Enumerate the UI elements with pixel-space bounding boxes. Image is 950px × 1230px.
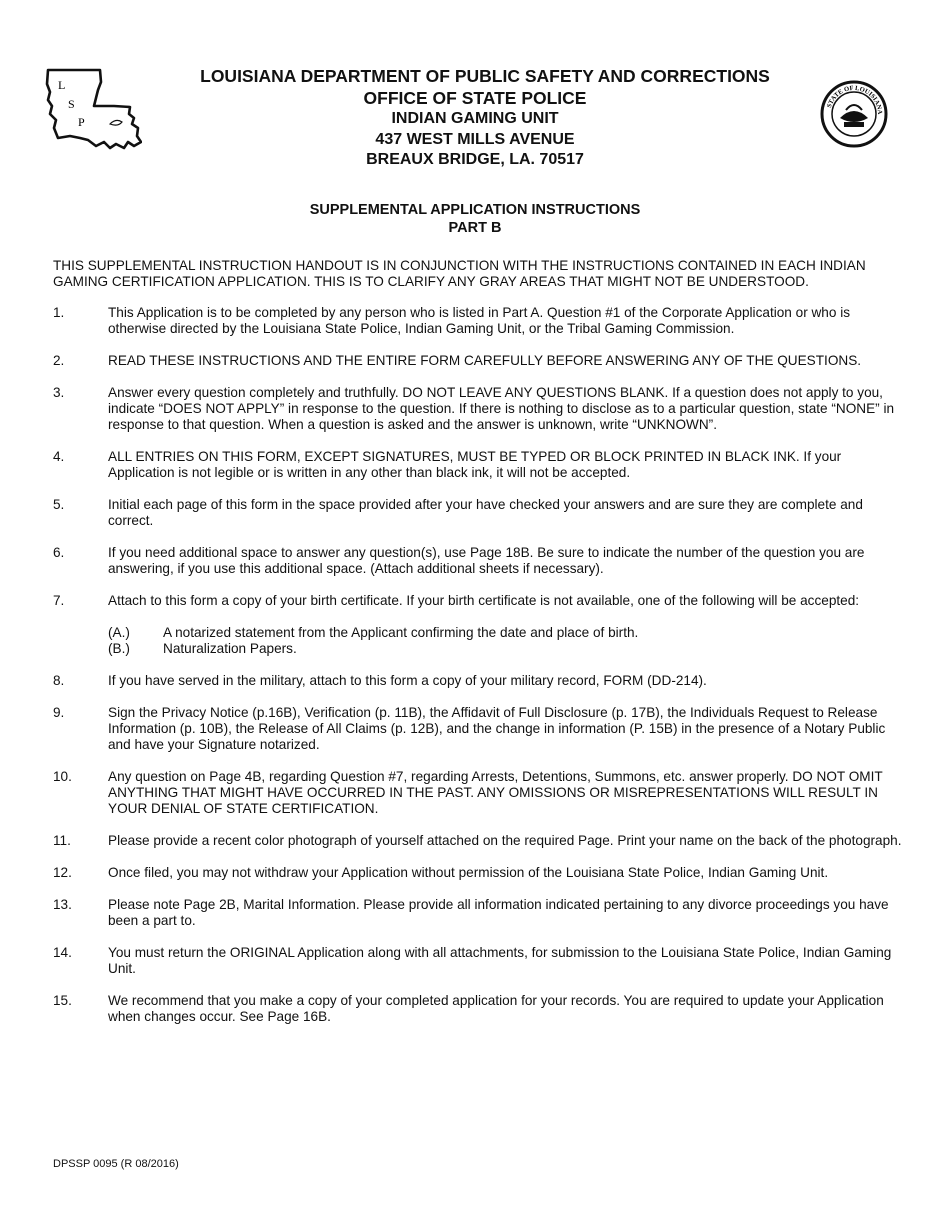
instruction-text (108, 497, 903, 529)
instruction-text (108, 945, 903, 977)
instruction-text (108, 449, 903, 481)
instruction-text-body: We recommend that you make a copy of your completed application for your records. You are required to update your Application when changes occur. See Page 16B. (108, 993, 884, 1024)
header-line-2: OFFICE OF STATE POLICE (363, 88, 587, 108)
instruction-item (53, 705, 903, 753)
instruction-number: 2. (53, 353, 65, 368)
instruction-number: 5. (53, 497, 65, 512)
instruction-item (53, 353, 903, 369)
alternative-text: A notarized statement from the Applicant confirming the date and place of birth. (163, 625, 639, 640)
alternative-item (108, 625, 903, 641)
instruction-number: 13. (53, 897, 72, 912)
instruction-number: 14. (53, 945, 72, 960)
instruction-text (108, 833, 903, 849)
title-line-2: PART B (448, 220, 502, 236)
instruction-list (53, 305, 903, 1041)
instruction-text-body: Attach to this form a copy of your birth certificate. If your birth certificate is not available, one of the following will be accepted: (108, 593, 860, 608)
instruction-text-body: If you have served in the military, attach to this form a copy of your military record, FORM (DD-214). (108, 673, 707, 688)
instruction-text (108, 769, 903, 817)
instruction-item (53, 497, 903, 529)
alternative-text: Naturalization Papers. (163, 641, 297, 656)
instruction-item (53, 945, 903, 977)
header-line-5: BREAUX BRIDGE, LA. 70517 (366, 151, 584, 168)
agency-header (0, 65, 950, 171)
form-number: DPSSP 0095 (R 08/2016) (53, 1158, 179, 1170)
instruction-text (108, 705, 903, 753)
seal-text: STATE OF LOUISIANA (825, 84, 884, 115)
instruction-item (53, 449, 903, 481)
instruction-item (53, 897, 903, 929)
instruction-number: 10. (53, 769, 72, 784)
instruction-item (53, 545, 903, 577)
instruction-text (108, 545, 903, 577)
instruction-text-body: Any question on Page 4B, regarding Question #7, regarding Arrests, Detentions, Summons, etc. answer properly. DO NOT OMIT ANYTHING THAT MIGHT HAVE OCCURRED IN THE PAST. ANY OMISSIONS OR MISREPRESENTATIONS WILL RESULT IN YOUR DENIAL OF STATE CERTIFICATION. (108, 769, 883, 816)
instruction-text (108, 993, 903, 1025)
instruction-text (108, 897, 903, 929)
instruction-number: 11. (53, 833, 71, 848)
alternative-item (108, 641, 903, 657)
instruction-text-body: ALL ENTRIES ON THIS FORM, EXCEPT SIGNATURES, MUST BE TYPED OR BLOCK PRINTED IN BLACK INK. If your Application is not legible or is written in any other than black ink, it will not be accepted. (108, 449, 842, 480)
alternative-label: (A.) (108, 625, 130, 640)
logo-letter-s: S (68, 97, 75, 111)
instruction-text-body: Once filed, you may not withdraw your Application without permission of the Louisiana State Police, Indian Gaming Unit. (108, 865, 829, 880)
logo-letter-l: L (58, 78, 66, 92)
instruction-item (53, 993, 903, 1025)
instruction-number: 1. (53, 305, 65, 320)
instruction-text-body: READ THESE INSTRUCTIONS AND THE ENTIRE FORM CAREFULLY BEFORE ANSWERING ANY OF THE QUESTIONS. (108, 353, 862, 368)
instruction-item (53, 769, 903, 817)
instruction-text (108, 865, 903, 881)
instruction-number: 8. (53, 673, 65, 688)
instruction-text-body: This Application is to be completed by any person who is listed in Part A. Question #1 of the Corporate Application or who is otherwise directed by the Louisiana State Police, Indian Gaming Unit, or the Tribal Gaming Commission. (108, 305, 851, 336)
instruction-number: 6. (53, 545, 65, 560)
header-line-1: LOUISIANA DEPARTMENT OF PUBLIC SAFETY AND CORRECTIONS (200, 66, 770, 86)
header-line-4: 437 WEST MILLS AVENUE (375, 130, 575, 148)
instruction-number: 7. (53, 593, 65, 608)
instruction-text (108, 305, 903, 337)
instruction-text-body: Please provide a recent color photograph of yourself attached on the required Page. Print your name on the back of the photograph. (108, 833, 902, 848)
title-line-1: SUPPLEMENTAL APPLICATION INSTRUCTIONS (309, 202, 641, 218)
instruction-item (53, 673, 903, 689)
instruction-text-body: Initial each page of this form in the space provided after your have checked your answers and are sure they are complete and correct. (108, 497, 863, 528)
instruction-text-body: Sign the Privacy Notice (p.16B), Verification (p. 11B), the Affidavit of Full Disclosure (p. 17B), the Individuals Request to Release Information (p. 10B), the Release of All Claims (p. 12B), and the change in information (P. 15B) in the presence of a Notary Public and have your Signature notarized. (108, 705, 886, 752)
instruction-item (53, 865, 903, 881)
instruction-text-body: If you need additional space to answer any question(s), use Page 18B. Be sure to indicate the number of the question you are answering, if you use this additional space. (Attach additional sheets if necessary). (108, 545, 865, 576)
instruction-text-body: Please note Page 2B, Marital Information. Please provide all information indicated pertaining to any divorce proceedings you have been a part to. (108, 897, 889, 928)
instruction-text-body: Answer every question completely and truthfully. DO NOT LEAVE ANY QUESTIONS BLANK. If a question does not apply to you, indicate “DOES NOT APPLY” in response to the question. If there is nothing to disclose as to a particular question, state “NONE” in response to that question. When a question is asked and the answer is unknown, write “UNKNOWN”. (108, 385, 895, 432)
instruction-number: 15. (53, 993, 72, 1008)
instruction-item (53, 385, 903, 433)
alternative-label: (B.) (108, 641, 130, 656)
instruction-text (108, 593, 903, 657)
instruction-text (108, 385, 903, 433)
instruction-text-body: You must return the ORIGINAL Application along with all attachments, for submission to the Louisiana State Police, Indian Gaming Unit. (108, 945, 892, 976)
instruction-number: 4. (53, 449, 65, 464)
instruction-text (108, 353, 903, 369)
intro-paragraph: THIS SUPPLEMENTAL INSTRUCTION HANDOUT IS IN CONJUNCTION WITH THE INSTRUCTIONS CONTAINED IN EACH INDIAN GAMING CERTIFICATION APPLICATION. THIS IS TO CLARIFY ANY GRAY AREAS THAT MIGHT NOT BE UNDERSTOOD. (53, 258, 866, 289)
instruction-item (53, 305, 903, 337)
instruction-number: 12. (53, 865, 72, 880)
instruction-number: 3. (53, 385, 65, 400)
header-line-3: INDIAN GAMING UNIT (391, 110, 559, 127)
instruction-item (53, 593, 903, 657)
instruction-item (53, 833, 903, 849)
instruction-number: 9. (53, 705, 65, 720)
logo-letter-p: P (78, 115, 85, 129)
document-title (0, 201, 950, 237)
birth-certificate-alternatives (108, 625, 903, 657)
instruction-text (108, 673, 903, 689)
